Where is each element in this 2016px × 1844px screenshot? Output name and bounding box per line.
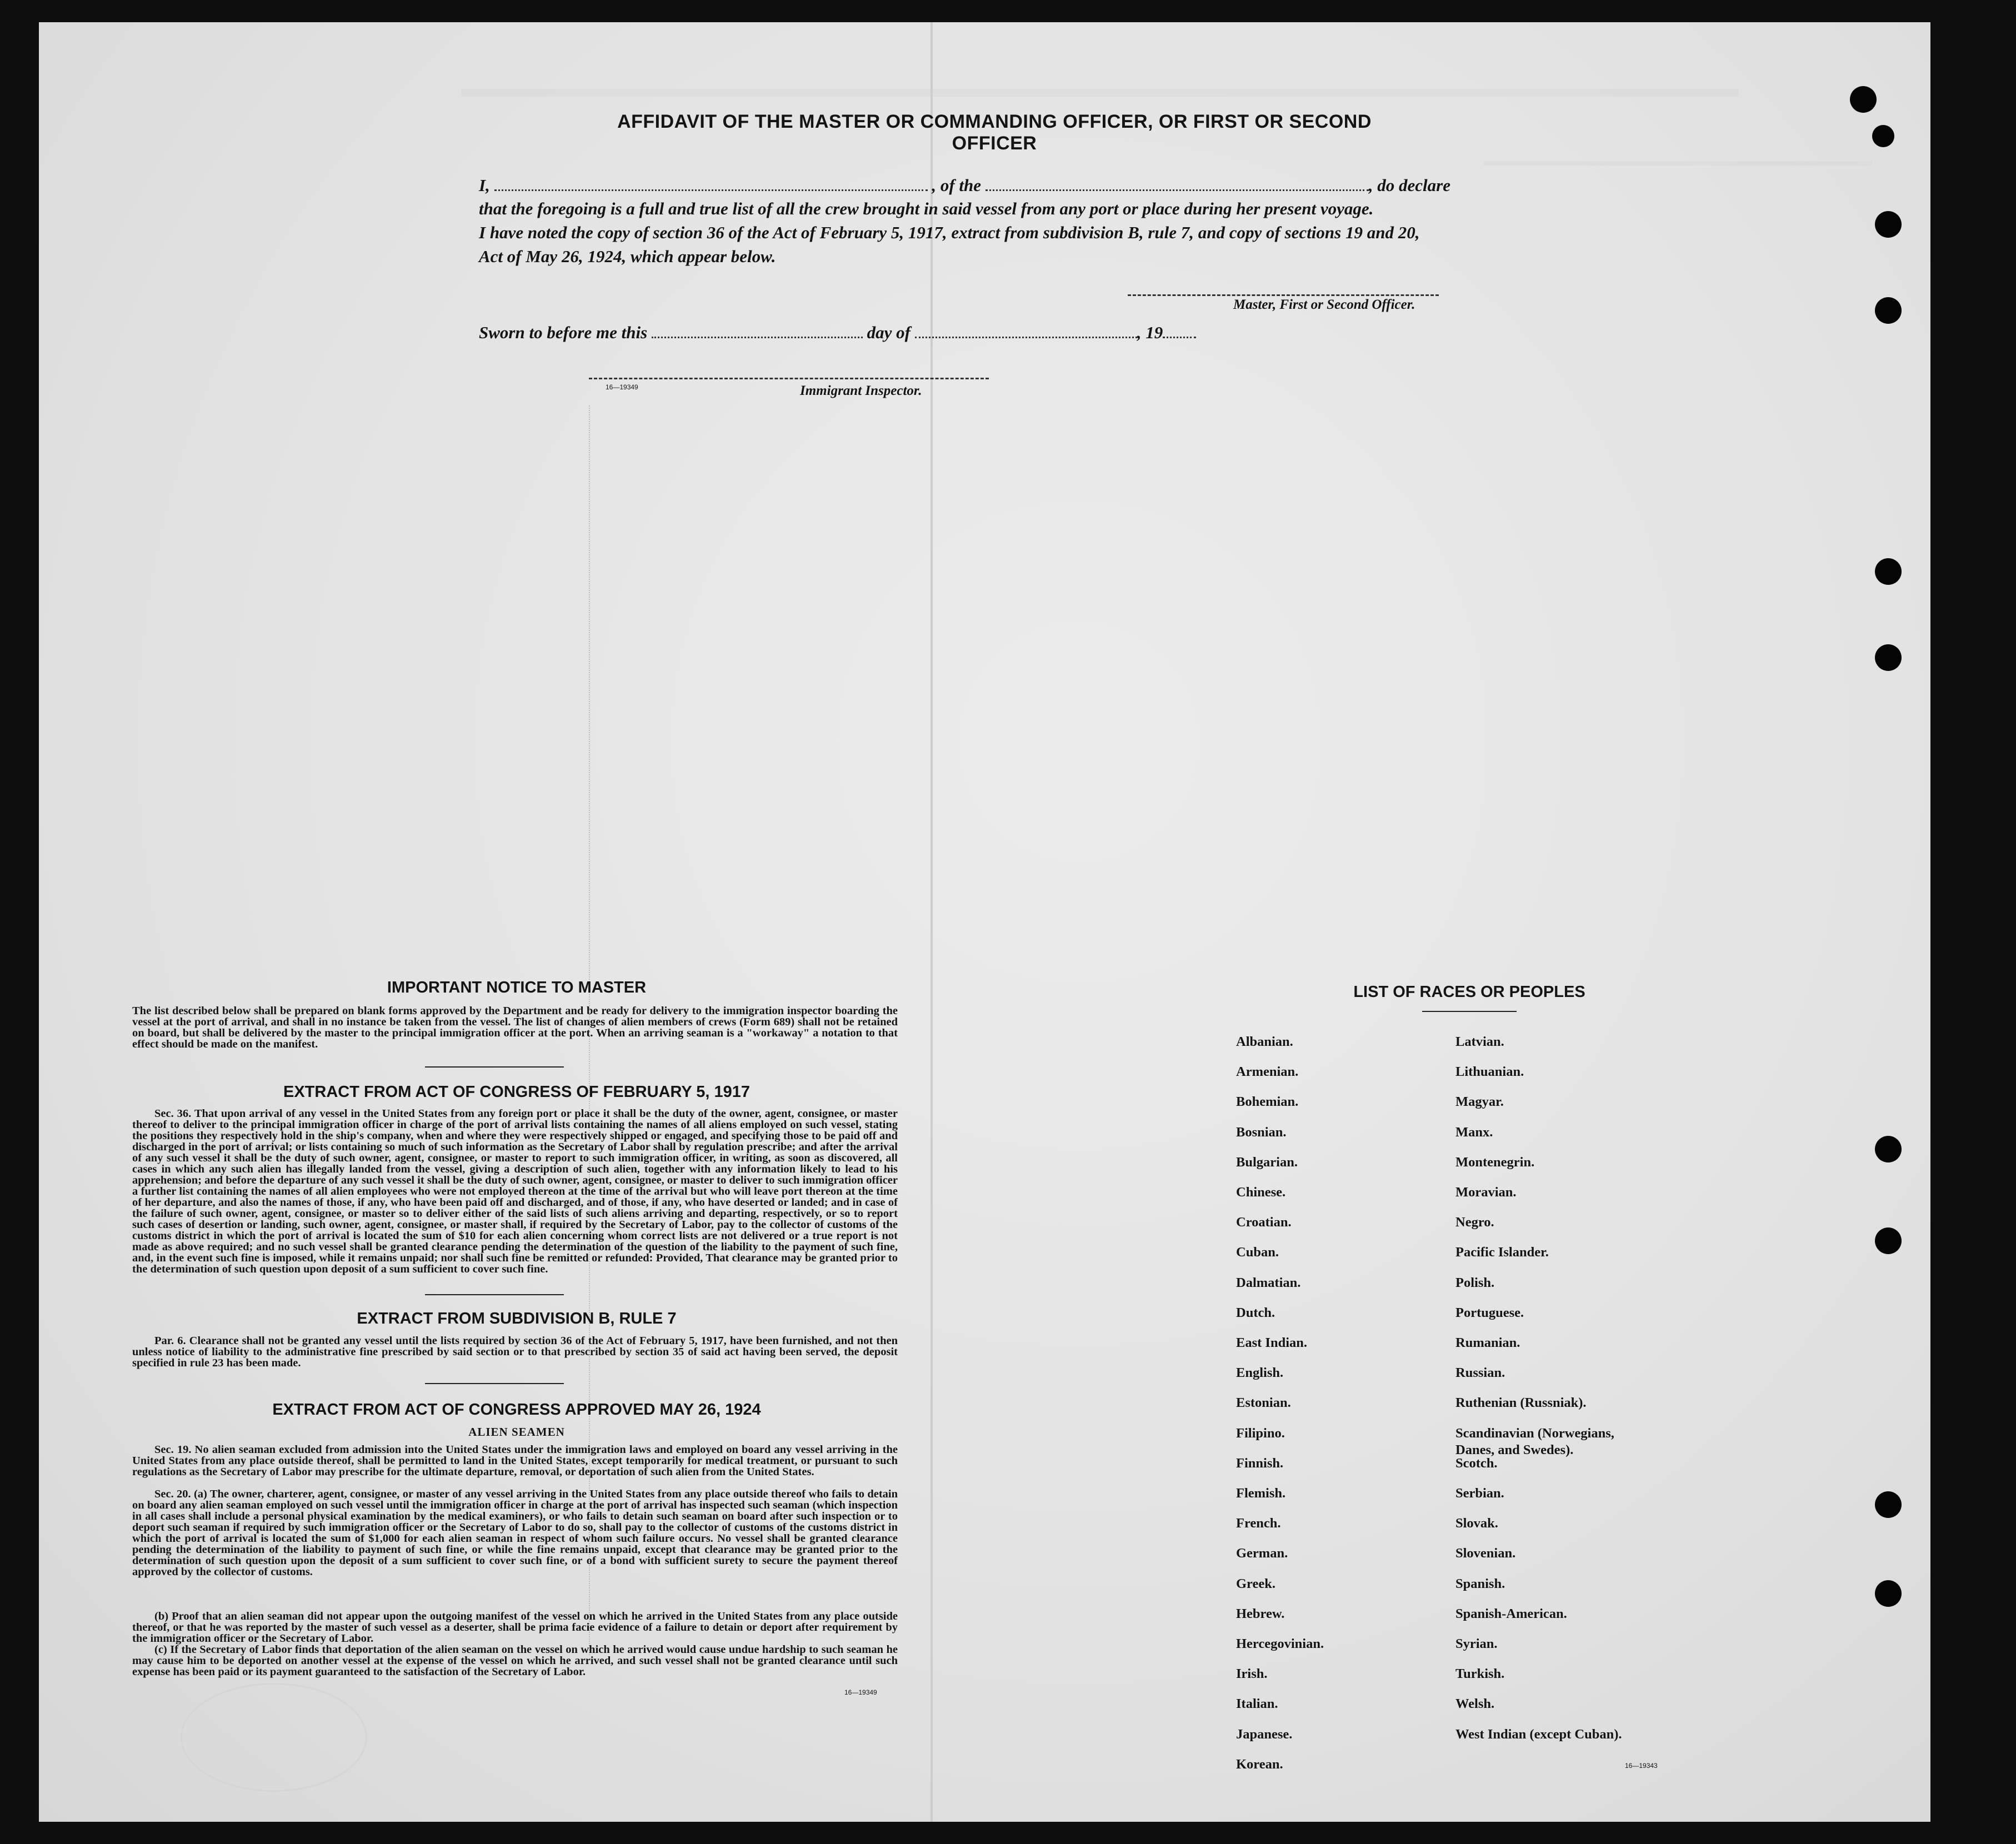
race-item: Slovenian.: [1455, 1546, 1516, 1561]
affidavit-i: I,: [479, 176, 490, 195]
race-item: Turkish.: [1455, 1666, 1505, 1682]
race-item: Spanish.: [1455, 1576, 1505, 1591]
extract-1917-title: EXTRACT FROM ACT OF CONGRESS OF FEBRUARY 5, 1917: [283, 1083, 751, 1101]
inspector-caption: Immigrant Inspector.: [800, 383, 922, 398]
race-item: Pacific Islander.: [1455, 1245, 1549, 1260]
show-through-text: [461, 89, 1739, 108]
race-item: English.: [1236, 1365, 1284, 1381]
affidavit-title: AFFIDAVIT OF THE MASTER OR COMMANDING OFFICER, OR FIRST OR SECOND OFFICER: [617, 111, 1372, 154]
notice-title: IMPORTANT NOTICE TO MASTER: [387, 979, 647, 996]
race-item: Slovak.: [1455, 1516, 1498, 1531]
binder-hole: [1872, 125, 1894, 147]
race-item: Portuguese.: [1455, 1305, 1524, 1320]
race-item: Manx.: [1455, 1124, 1493, 1140]
race-item: Spanish-American.: [1455, 1606, 1567, 1621]
race-item: Bulgarian.: [1236, 1154, 1298, 1170]
inspector-signature-line[interactable]: [589, 378, 989, 379]
race-item: Polish.: [1455, 1275, 1495, 1290]
race-item: Italian.: [1236, 1696, 1278, 1712]
sec-19-text: Sec. 19. No alien seaman excluded from admission into the United States under the immigration laws and employed on board any vessel arriving in the United States from any place outside thereof, shall be permitted to land in the United States, except temporarily for medical treatment, or pursuant to such regulations as the Secretary of Labor may prescribe for the ultimate departure, removal, or deportation of such alien from the United States.: [132, 1444, 898, 1478]
race-item: Scandinavian (Norwegians,: [1455, 1425, 1614, 1441]
center-fold: [931, 22, 933, 1822]
affidavit-of-the: , of the: [932, 176, 982, 195]
race-item: Japanese.: [1236, 1726, 1293, 1742]
affidavit-line-1: [479, 175, 1450, 196]
sworn-date-field[interactable]: [652, 322, 863, 338]
race-item: Croatian.: [1236, 1215, 1292, 1230]
extract-1924-subtitle: ALIEN SEAMEN: [468, 1425, 565, 1439]
divider: [425, 1294, 564, 1295]
race-item: Montenegrin.: [1455, 1154, 1535, 1170]
sworn-month-field[interactable]: [915, 322, 1137, 338]
sworn-year: , 19: [1137, 323, 1163, 342]
name-field[interactable]: [494, 175, 928, 191]
race-item: Dalmatian.: [1236, 1275, 1301, 1290]
binder-hole: [1875, 1580, 1902, 1607]
race-item: Negro.: [1455, 1215, 1494, 1230]
race-item: Cuban.: [1236, 1245, 1279, 1260]
race-item: Irish.: [1236, 1666, 1268, 1682]
sec-20c-text: (c) If the Secretary of Labor finds that deportation of the alien seaman on the vessel on which he arrived would cause undue hardship to such seaman he may cause him to be deported on another vessel at the expense of the vessel on which he arrived, and such vessel shall not be granted clearance until such expense has been paid or its payment guaranteed to the satisfaction of the Secretary of Labor.: [132, 1643, 898, 1678]
race-item: Dutch.: [1236, 1305, 1275, 1320]
master-signature-line[interactable]: [1128, 294, 1439, 296]
extract-rule7-text: Par. 6. Clearance shall not be granted any vessel until the lists required by section 36 of the Act of February 5, 1917, have been furnished, and not then unless notice of liability to the administrative fine prescribed by said section or to that prescribed by section 35 of said act having been served, the deposit specified in rule 23 has been made.: [132, 1335, 898, 1369]
race-item: Filipino.: [1236, 1425, 1285, 1441]
race-item: Korean.: [1236, 1756, 1283, 1772]
affidavit-line-4: Act of May 26, 1924, which appear below.: [479, 247, 776, 266]
race-item: Hercegovinian.: [1236, 1636, 1324, 1651]
affidavit-form-number: 16—19349: [606, 383, 638, 391]
race-item: Ruthenian (Russniak).: [1455, 1395, 1587, 1411]
affidavit-line-3: I have noted the copy of section 36 of the Act of February 5, 1917, extract from subdivision B, rule 7, and copy of sections 19 and 20,: [479, 223, 1420, 242]
race-item: German.: [1236, 1546, 1288, 1561]
extract-1917-text: Sec. 36. That upon arrival of any vessel in the United States from any foreign port or place it shall be the duty of the owner, agent, consignee, or master thereof to deliver to the principal immigration officer in charge of the port of arrival lists containing the names of all aliens employed on such vessel, stating the positions they respectively hold in the ship's company, when and where they were respectively shipped or engaged, and specifying those to be paid off and discharged in the port of arrival; or lists containing so much of such information as the Secretary of Labor shall by regulation prescribe; and after the arrival of any such vessel it shall be the duty of such owner, agent, consignee, or master to report to such immigration officer, in writing, as soon as discovered, all cases in which any such alien has illegally landed from the vessel, giving a description of such alien, together with any information likely to lead to his apprehension; and before the departure of any such vessel it shall be the duty of such owner, agent, consignee, or master to deliver to such immigration officer a further list containing the names of all alien employees who were not employed thereon at the time of the arrival but who will leave port thereon at the time of her departure, and also the names of those, if any, who have been paid off and discharged, and of those, if any, who have deserted or landed; and in case of the failure of such owner, agent, consignee, or master so to deliver either of the said lists of such aliens arriving and departing, respectively, or so to report such cases of desertion or landing, such owner, agent, consignee, or master shall, if required by the Secretary of Labor, pay to the collector of customs of the customs district in which the port of arrival is located the sum of $10 for each alien concerning whom correct lists are not delivered or a true report is not made as above required; and no such vessel shall be granted clearance pending the determination of the question of the liability to the payment of such fine, and, in the event such fine is imposed, while it remains unpaid; nor shall such fine be remitted or refunded: Provided, That clearance may be granted prior to the determination of such question upon deposit of a sum sufficient to cover such fine.: [132, 1108, 898, 1275]
binder-hole: [1875, 558, 1902, 585]
show-through-text: [1483, 161, 1872, 171]
binder-hole: [1875, 297, 1902, 324]
divider: [425, 1383, 564, 1384]
race-item: Scotch.: [1455, 1455, 1498, 1471]
binder-hole: [1875, 211, 1902, 238]
binder-hole: [1875, 644, 1902, 671]
binder-hole: [1875, 1491, 1902, 1518]
sworn-prefix: Sworn to before me this: [479, 323, 648, 342]
embossed-seal: [181, 1683, 367, 1792]
race-item: Estonian.: [1236, 1395, 1291, 1411]
race-item: East Indian.: [1236, 1335, 1308, 1350]
divider: [425, 1066, 564, 1068]
races-title: LIST OF RACES OR PEOPLES: [1353, 983, 1585, 1001]
sworn-line: [479, 322, 1196, 343]
race-item: Hebrew.: [1236, 1606, 1285, 1621]
binder-hole: [1875, 1136, 1902, 1162]
affidavit-declare: , do declare: [1368, 176, 1450, 195]
race-item: Bohemian.: [1236, 1094, 1299, 1110]
race-item: Bosnian.: [1236, 1124, 1287, 1140]
race-item: Moravian.: [1455, 1185, 1517, 1200]
race-item: Latvian.: [1455, 1034, 1504, 1049]
binder-hole: [1875, 1227, 1902, 1254]
extract-rule7-title: EXTRACT FROM SUBDIVISION B, RULE 7: [357, 1310, 677, 1327]
race-item: Albanian.: [1236, 1034, 1293, 1049]
vessel-field[interactable]: [986, 175, 1369, 191]
race-item: Flemish.: [1236, 1486, 1286, 1501]
binder-hole: [1850, 86, 1877, 113]
race-item: Rumanian.: [1455, 1335, 1520, 1350]
race-item: Chinese.: [1236, 1185, 1286, 1200]
sworn-year-field[interactable]: [1163, 322, 1196, 338]
extract-1924-title: EXTRACT FROM ACT OF CONGRESS APPROVED MAY 26, 1924: [272, 1401, 761, 1419]
race-item: Lithuanian.: [1455, 1064, 1524, 1080]
master-caption: Master, First or Second Officer.: [1233, 297, 1415, 312]
race-item: Syrian.: [1455, 1636, 1498, 1651]
race-item: West Indian (except Cuban).: [1455, 1726, 1622, 1742]
document-page: [39, 22, 1930, 1822]
race-item: Russian.: [1455, 1365, 1505, 1381]
race-item: Danes, and Swedes).: [1455, 1442, 1574, 1457]
race-item: Welsh.: [1455, 1696, 1495, 1712]
sec-20b-text: (b) Proof that an alien seaman did not appear upon the outgoing manifest of the vessel on which he arrived in the United States from any place outside thereof, or that he was reported by the master of such vessel as a deserter, shall be prima facie evidence of a failure to detain or deport after requirement by the immigration officer or the Secretary of Labor.: [132, 1610, 898, 1645]
sworn-day-of: day of: [867, 323, 911, 342]
notice-text: The list described below shall be prepared on blank forms approved by the Department and be ready for delivery to the immigration inspector boarding the vessel at the port of arrival, and shall in no instance be taken from the vessel. The list of changes of alien members of crews (Form 689) shall not be retained on board, but shall be delivered by the master to the principal immigration officer at the port. When an arriving seaman is a "workaway" a notation to that effect should be made on the manifest.: [132, 1005, 898, 1050]
races-form-number: 16—19343: [1625, 1762, 1658, 1770]
race-item: Armenian.: [1236, 1064, 1299, 1080]
divider: [1422, 1011, 1517, 1012]
sec-20a-text: Sec. 20. (a) The owner, charterer, agent, consignee, or master of any vessel arriving in the United States from any place outside thereof who fails to detain on board any alien seaman employed on such vessel until the immigration officer in charge at the port of arrival has inspected such seaman (which inspection in all cases shall include a personal physical examination by the medical examiners), or who fails to detain such seaman on board after such inspection or to deport such seaman if required by such immigration officer or the Secretary of Labor to do so, shall pay to the collector of customs of the customs district in which the port of arrival is located the sum of $1,000 for each alien seaman in respect of whom such failure occurs. No vessel shall be granted clearance pending the determination of the liability to payment of such fine, or while the fine remains unpaid, except that clearance may be granted prior to the determination of such question upon the deposit of a sum sufficient to cover such fine, or of a bond with sufficient surety to secure the payment thereof approved by the collector of customs.: [132, 1488, 898, 1578]
affidavit-line-2: that the foregoing is a full and true list of all the crew brought in said vessel from any port or place during her present voyage.: [479, 199, 1374, 218]
extract-form-number: 16—19349: [844, 1688, 877, 1696]
race-item: Finnish.: [1236, 1455, 1284, 1471]
race-item: Magyar.: [1455, 1094, 1504, 1110]
race-item: Greek.: [1236, 1576, 1275, 1591]
race-item: French.: [1236, 1516, 1281, 1531]
race-item: Serbian.: [1455, 1486, 1504, 1501]
